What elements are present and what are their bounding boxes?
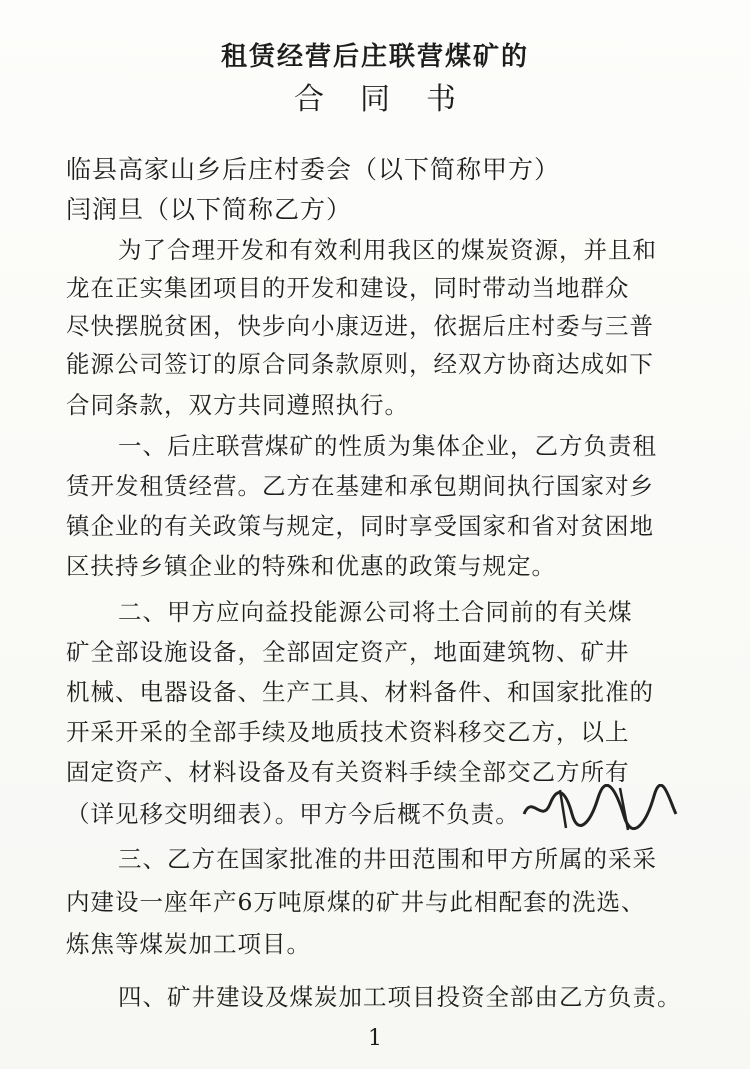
body-line: 镇企业的有关政策与规定，同时享受国家和省对贫困地 [66, 512, 654, 540]
body-line: 固定资产、材料设备及有关资料手续全部交乙方所有 [66, 758, 630, 786]
body-line: 四、矿井建设及煤炭加工项目投资全部由乙方负责。 [118, 983, 682, 1011]
body-line: 区扶持乡镇企业的特殊和优惠的政策与规定。 [66, 552, 556, 580]
body-line: 一、后庄联营煤矿的性质为集体企业，乙方负责租 [118, 432, 657, 460]
body-line: 能源公司签订的原合同条款原则，经双方协商达成如下 [66, 350, 654, 378]
body-line: 开采开采的全部手续及地质技术资料移交乙方，以上 [66, 718, 630, 746]
body-line: 内建设一座年产6万吨原煤的矿井与此相配套的洗选、 [66, 888, 646, 916]
body-line: 尽快摆脱贫困，快步向小康迈进，依据后庄村委与三普 [66, 312, 654, 340]
title-line-1: 租赁经营后庄联营煤矿的 [220, 42, 529, 72]
page-number: 1 [368, 1026, 382, 1051]
body-line: 三、乙方在国家批准的井田范围和甲方所属的采采 [118, 845, 657, 873]
body-line: 龙在正实集团项目的开发和建设，同时带动当地群众 [66, 274, 630, 302]
handwritten-signature [520, 784, 680, 834]
body-line: 二、甲方应向益投能源公司将土合同前的有关煤 [118, 598, 633, 626]
body-line: 为了合理开发和有效利用我区的煤炭资源，并且和 [118, 236, 657, 264]
party-a: 临县高家山乡后庄村委会（以下简称甲方） [66, 155, 561, 184]
body-line: 炼焦等煤炭加工项目。 [66, 930, 311, 958]
body-line: 赁开发租赁经营。乙方在基建和承包期间执行国家对乡 [66, 472, 654, 500]
body-line: 机械、电器设备、生产工具、材料备件、和国家批准的 [66, 678, 654, 706]
party-b: 闫润旦（以下简称乙方） [66, 195, 353, 224]
body-line: 合同条款，双方共同遵照执行。 [66, 391, 409, 419]
body-line: （详见移交明细表）。甲方今后概不负责。 [66, 800, 520, 828]
title-line-2: 合同书 [294, 82, 492, 117]
body-line: 矿全部设施设备，全部固定资产，地面建筑物、矿井 [66, 638, 630, 666]
